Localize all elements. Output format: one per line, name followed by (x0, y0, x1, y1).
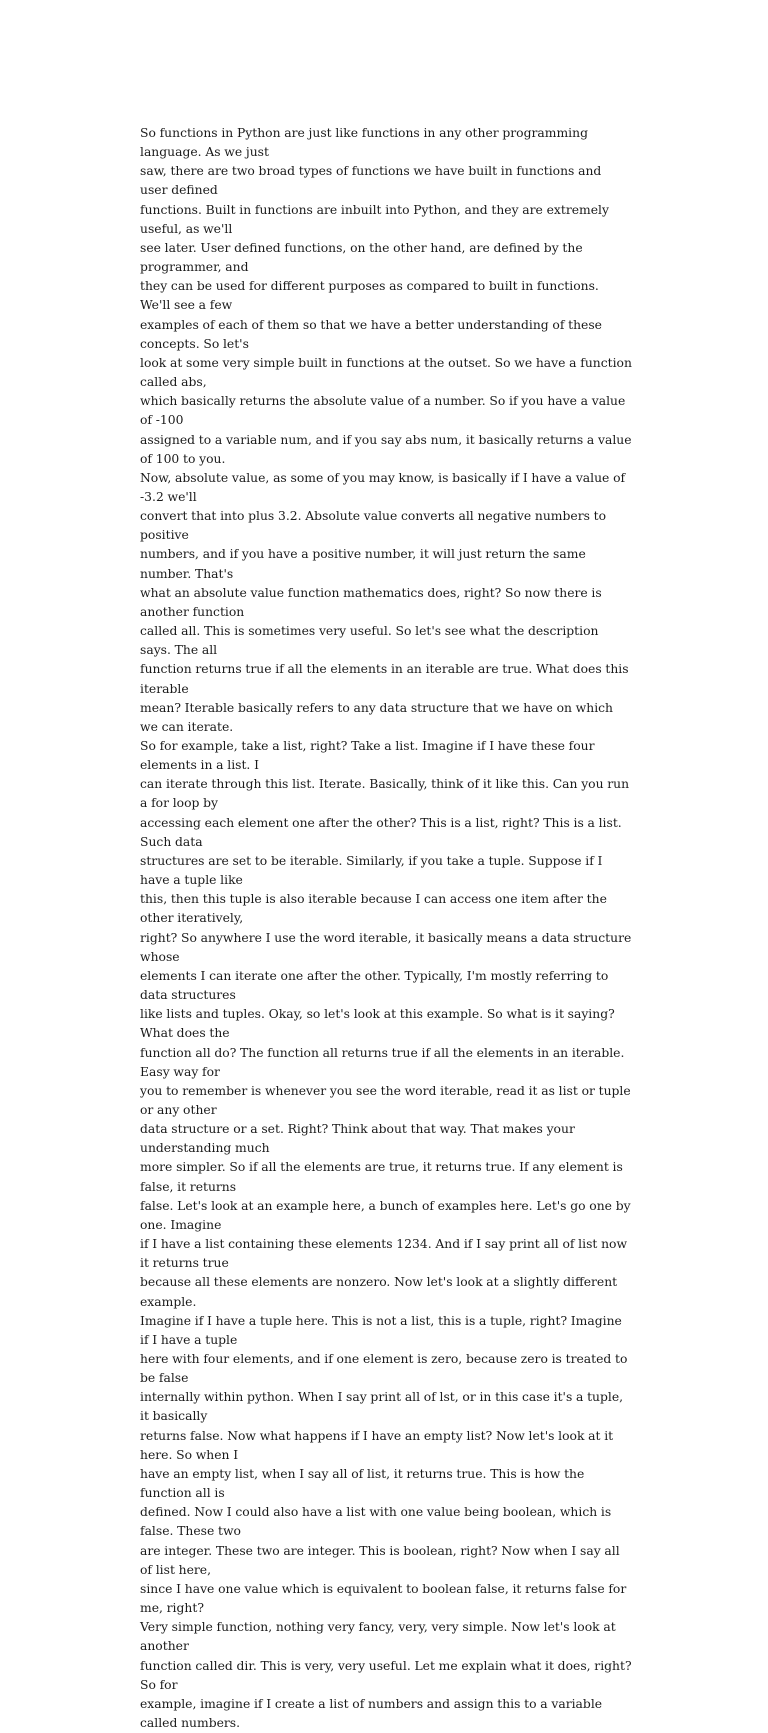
body-paragraph: So functions in Python are just like functions in any other programming language. As we just saw, there are two broad types of functions we have built in functions and user defined functions. Built in functions are inbuilt into Python, and they are extremely useful, as we'll see later. User defined functions, on the other hand, are defined by the programmer, and they can be used for different purposes as compared to built in functions. We'll see a few examples of each of them so that we have a better understanding of these concepts. So let's look at some very simple built in functions at the outset. So we have a function called abs, which basically returns the absolute value of a number. So if you have a value of -100 assigned to a variable num, and if you say abs num, it basically returns a value of 100 to you. Now, absolute value, as some of you may know, is basically if I have a value of -3.2 we'll convert that into plus 3.2. Absolute value converts all negative numbers to positive numbers, and if you have a positive number, it will just return the same number. That's what an absolute value function mathematics does, right? So now there is another function called all. This is sometimes very useful. So let's see what the description says. The all function returns true if all the elements in an iterable are true. What does this iterable mean? Iterable basically refers to any data structure that we have on which we can iterate. So for example, take a list, right? Take a list. Imagine if I have these four elements in a list. I can iterate through this list. Iterate. Basically, think of it like this. Can you run a for loop by accessing each element one after the other? This is a list, right? This is a list. Such data structures are set to be iterable. Similarly, if you take a tuple. Suppose if I have a tuple like this, then this tuple is also iterable because I can access one item after the other iteratively, right? So anywhere I use the word iterable, it basically means a data structure whose elements I can iterate one after the other. Typically, I'm mostly referring to data structures like lists and tuples. Okay, so let's look at this example. So what is it saying? What does the function all do? The function all returns true if all the elements in an iterable. Easy way for you to remember is whenever you see the word iterable, read it as list or tuple or any other data structure or a set. Right? Think about that way. That makes your understanding much more simpler. So if all the elements are true, it returns true. If any element is false, it returns false. Let's look at an example here, a bunch of examples here. Let's go one by one. Imagine if I have a list containing these elements 1234. And if I say print all of list now it returns true because all these elements are nonzero. Now let's look at a slightly different example. Imagine if I have a tuple here. This is not a list, this is a tuple, right? Imagine if I have a tuple here with four elements, and if one element is zero, because zero is treated to be false internally within python. When I say print all of lst, or in this case it's a tuple, it basically returns false. Now what happens if I have an empty list? Now let's look at it here. So when I have an empty list, when I say all of list, it returns true. This is how the function all is defined. Now I could also have a list with one value being boolean, which is false. These two are integer. These two are integer. This is boolean, right? Now when I say all of list here, since I have one value which is equivalent to boolean false, it returns false for me, right? Very simple function, nothing very fancy, very, very simple. Now let's look at another function called dir. This is very, very useful. Let me explain what it does, right? So for example, imagine if I create a list of numbers and assign this to a variable called numbers. (140, 126, 632, 1730)
